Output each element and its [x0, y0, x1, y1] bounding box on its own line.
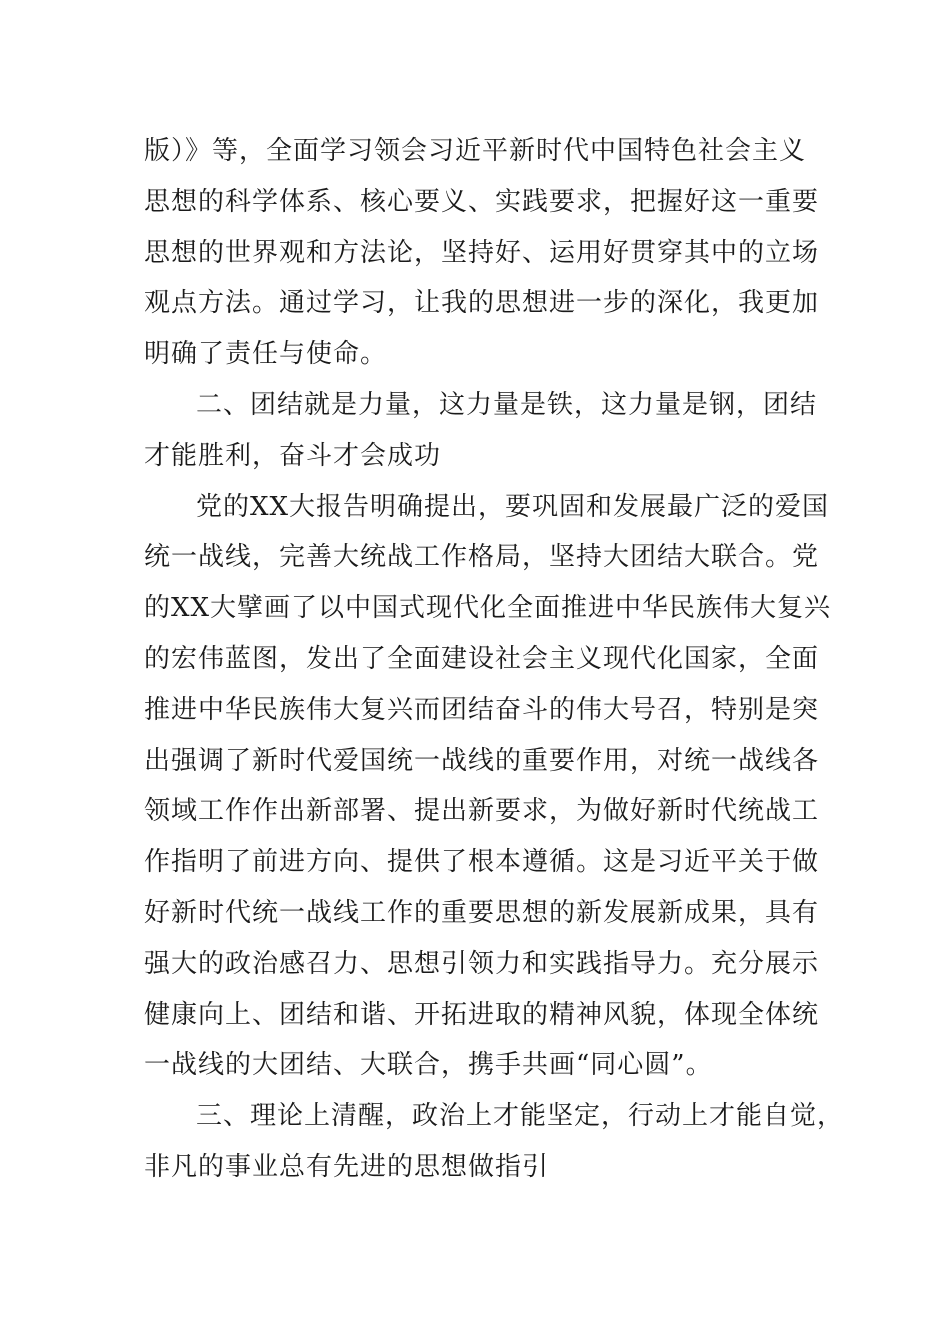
text-line: 观点方法。通过学习，让我的思想进一步的深化，我更加: [144, 288, 820, 319]
text-line: 强大的政治感召力、思想引领力和实践指导力。充分展示: [144, 948, 820, 979]
section-heading-3: [144, 1091, 845, 1193]
document-body: [144, 126, 845, 1193]
text-line: 思想的科学体系、核心要义、实践要求，把握好这一重要: [144, 186, 820, 217]
text-line: 统一战线，完善大统战工作格局，坚持大团结大联合。党: [144, 542, 820, 573]
text-line: 好新时代统一战线工作的重要思想的新发展新成果，具有: [144, 897, 820, 928]
text-line: 出强调了新时代爱国统一战线的重要作用，对统一战线各: [144, 745, 820, 776]
paragraph-continuation: [144, 126, 820, 380]
text-line: 作指明了前进方向、提供了根本遵循。这是习近平关于做: [144, 847, 820, 878]
text-line: 版）》等，全面学习领会习近平新时代中国特色社会主义: [144, 136, 807, 166]
text-line: 明确了责任与使命。: [144, 339, 388, 370]
text-line: 推进中华民族伟大复兴而团结奋斗的伟大号召，特别是突: [144, 694, 820, 725]
text-line: 三、理论上清醒，政治上才能坚定，行动上才能自觉，: [196, 1101, 845, 1132]
section-heading-2: [144, 380, 818, 482]
paragraph-body: [144, 482, 832, 1092]
text-line: 健康向上、团结和谐、开拓进取的精神风貌，体现全体统: [144, 999, 820, 1030]
text-line: 二、团结就是力量，这力量是铁，这力量是钢，团结: [196, 389, 818, 420]
text-line: 党的XX大报告明确提出，要巩固和发展最广泛的爱国: [196, 491, 830, 522]
text-line: 领域工作作出新部署、提出新要求，为做好新时代统战工: [144, 796, 820, 827]
text-line: 的宏伟蓝图，发出了全面建设社会主义现代化国家，全面: [144, 643, 820, 674]
text-line: 思想的世界观和方法论，坚持好、运用好贯穿其中的立场: [144, 237, 820, 268]
text-line: 非凡的事业总有先进的思想做指引: [144, 1151, 550, 1182]
text-line: 才能胜利，奋斗才会成功: [144, 440, 442, 471]
text-line: 一战线的大团结、大联合，携手共画“同心圆”。: [144, 1050, 713, 1081]
text-line: 的XX大擘画了以中国式现代化全面推进中华民族伟大复兴: [144, 593, 832, 624]
